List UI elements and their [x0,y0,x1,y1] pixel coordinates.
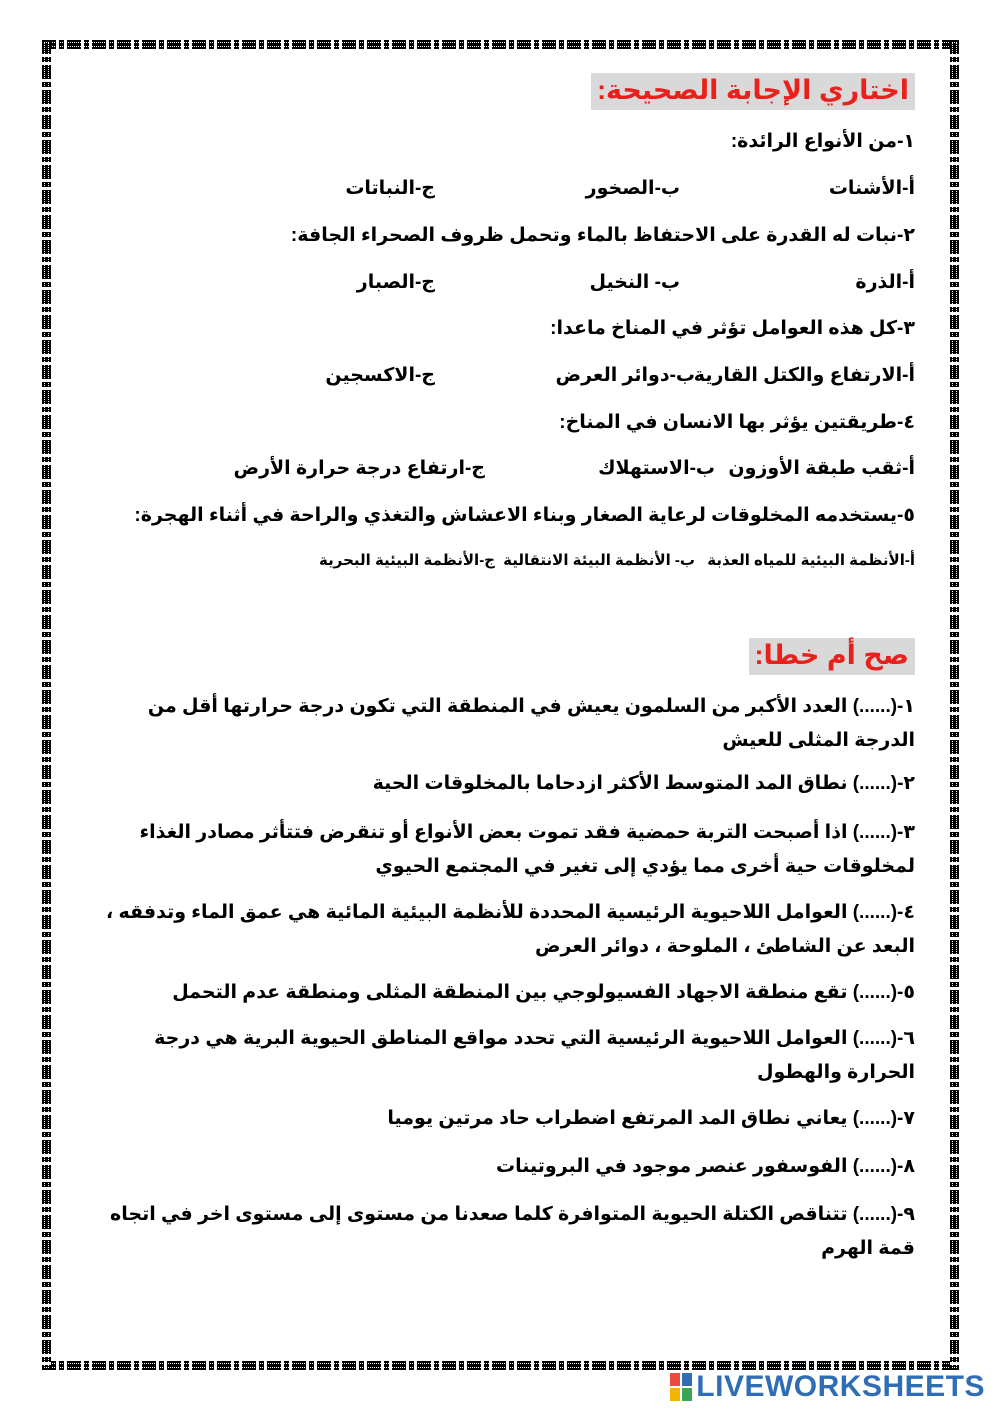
border-top [42,40,959,49]
mcq-question-1: ١-من الأنواع الرائدة: [730,131,915,152]
mcq-2-option-c[interactable]: ج-الصبار [356,272,435,293]
mcq-question-2: ٢-نبات له القدرة على الاحتفاظ بالماء وتحمل ظروف الصحراء الجافة: [290,225,915,246]
tf-heading: صح أم خطا: [749,638,916,675]
mcq-2-option-a[interactable]: أ-الذرة [855,272,915,293]
tf-item-8[interactable]: ٨-(......) الفوسفور عنصر موجود في البروتينات [496,1156,915,1177]
mcq-heading: اختاري الإجابة الصحيحة: [591,73,915,110]
mcq-4-option-b[interactable]: ب-الاستهلاك [598,458,715,479]
mcq-4-option-c[interactable]: ج-ارتفاع درجة حرارة الأرض [233,458,485,479]
tf-item-1[interactable]: ١-(......) العدد الأكبر من السلمون يعيش في المنطقة التي تكون درجة حرارتها أقل من الدرجة المثلى للعيش [147,696,915,751]
tf-item-2[interactable]: ٢-(......) نطاق المد المتوسط الأكثر ازدحاما بالمخلوقات الحية [372,773,915,794]
mcq-1-option-b[interactable]: ب-الصخور [585,178,680,199]
mcq-3-option-b[interactable]: ب-دوائر العرض [555,365,695,386]
mcq-3-option-a[interactable]: أ-الارتفاع والكتل القارية [693,365,915,386]
mcq-question-4: ٤-طريقتين يؤثر بها الانسان في المناخ: [559,412,915,433]
tf-item-4[interactable]: ٤-(......) العوامل اللاحيوية الرئيسية المحددة للأنظمة البيئية المائية هي عمق الماء وتدفقه ، البعد عن الشاطئ ، الملوحة ، دوائر العرض [105,902,915,957]
liveworksheets-brand: LIVEWORKSHEETS [696,1370,985,1403]
liveworksheets-logo-icon [670,1373,692,1401]
mcq-5-option-c[interactable]: ج-الأنظمة البيئية البحرية [319,552,495,569]
mcq-4-option-a[interactable]: أ-ثقب طبقة الأوزون [728,458,915,479]
mcq-3-option-c[interactable]: ج-الاكسجين [325,365,435,386]
mcq-1-option-a[interactable]: أ-الأشنات [828,178,915,199]
tf-item-5[interactable]: ٥-(......) تقع منطقة الاجهاد الفسيولوجي بين المنطقة المثلى ومنطقة عدم التحمل [172,982,915,1003]
mcq-question-5: ٥-يستخدمه المخلوقات لرعاية الصغار وبناء الاعشاش والتغذي والراحة في أثناء الهجرة: [134,505,915,526]
border-bottom [42,1361,959,1370]
liveworksheets-logo [670,1371,985,1403]
mcq-2-option-b[interactable]: ب- النخيل [589,272,680,293]
tf-item-9[interactable]: ٩-(......) تتناقص الكتلة الحيوية المتوافرة كلما صعدنا من مستوى إلى مستوى اخر في اتجاه قمة الهرم [110,1204,915,1259]
mcq-5-option-a[interactable]: أ-الأنظمة البيئية للمياه العذبة [707,552,915,569]
mcq-5-option-b[interactable]: ب- الأنظمة البيئة الانتقالية [503,552,695,569]
mcq-1-option-c[interactable]: ج-النباتات [345,178,435,199]
tf-item-7[interactable]: ٧-(......) يعاني نطاق المد المرتفع اضطراب حاد مرتين يوميا [387,1108,915,1129]
border-right [950,40,959,1370]
tf-item-3[interactable]: ٣-(......) اذا أصبحت التربة حمضية فقد تموت بعض الأنواع أو تنقرض فتتأثر مصادر الغذاء لمخلوقات حية أخرى مما يؤدي إلى تغير في المجتمع الحيوي [139,822,915,877]
tf-item-6[interactable]: ٦-(......) العوامل اللاحيوية الرئيسية التي تحدد مواقع المناطق الحيوية البرية هي درجة الحرارة والهطول [154,1028,915,1083]
mcq-question-3: ٣-كل هذه العوامل تؤثر في المناخ ماعدا: [550,318,915,339]
border-left [42,40,51,1370]
